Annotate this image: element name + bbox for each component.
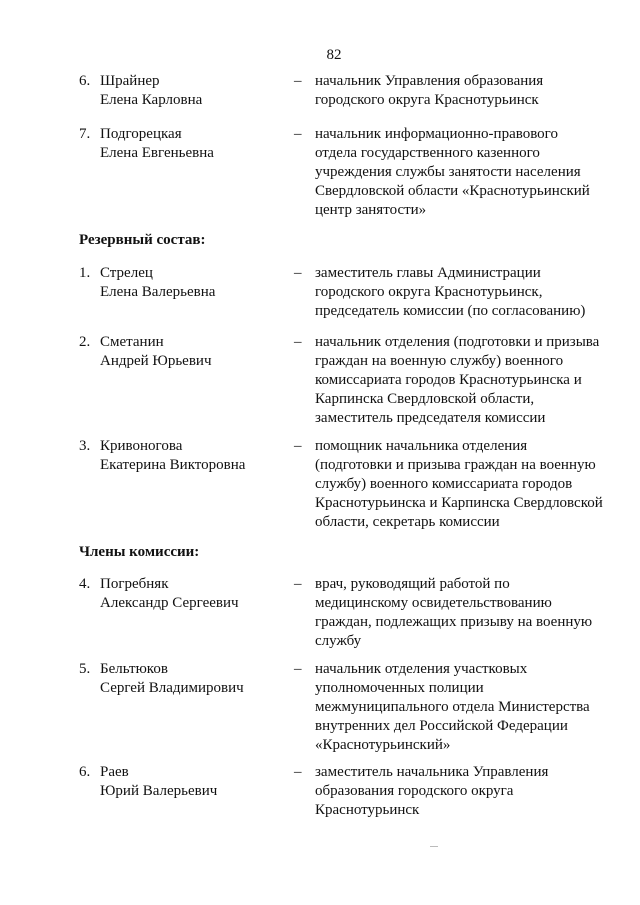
role-line: начальник отделения участковых [315,661,528,677]
role-line: начальник информационно-правового [315,126,558,142]
surname: Раев [100,764,129,780]
role-line: образования городского округа [315,783,514,799]
item-number: 3. [79,438,91,454]
role-line: Краснотурьинска и Карпинска Свердловской [315,495,603,511]
item-number: 7. [79,126,91,142]
person-name [100,125,290,163]
dash: – [294,438,302,454]
person-name [100,72,290,110]
person-role [315,763,615,820]
item-number: 1. [79,265,91,281]
surname: Шрайнер [100,73,160,89]
dash: – [294,126,302,142]
role-line: центр занятости» [315,202,427,218]
given-names: Сергей Владимирович [100,680,244,696]
list-item [79,72,619,112]
given-names: Александр Сергеевич [100,595,239,611]
list-item [79,660,619,755]
item-number: 4. [79,576,91,592]
surname: Подгорецкая [100,126,182,142]
given-names: Елена Валерьевна [100,284,216,300]
role-line: межмуниципального отдела Министерства [315,699,590,715]
given-names: Елена Евгеньевна [100,145,214,161]
person-name [100,333,290,371]
role-line: Карпинска Свердловской области, [315,391,535,407]
person-role [315,264,615,321]
person-role [315,125,615,220]
list-item [79,437,619,532]
role-line: медицинскому освидетельствованию [315,595,552,611]
person-role [315,437,615,532]
person-role [315,72,615,110]
scan-mark [430,846,438,847]
role-line: (подготовки и призыва граждан на военную [315,457,596,473]
person-name [100,437,290,475]
role-line: Свердловской области «Краснотурьинский [315,183,590,199]
list-item [79,763,619,823]
item-number: 6. [79,73,91,89]
item-number: 2. [79,334,91,350]
list-item [79,333,619,428]
role-line: комиссариата городов Краснотурьинска и [315,372,582,388]
role-line: председатель комиссии (по согласованию) [315,303,586,319]
person-name [100,660,290,698]
dash: – [294,576,302,592]
role-line: граждан, подлежащих призыву на военную [315,614,593,630]
role-line: области, секретарь комиссии [315,514,500,530]
surname: Стрелец [100,265,153,281]
given-names: Елена Карловна [100,92,203,108]
page-number: 82 [326,47,342,63]
role-line: отдела государственного казенного [315,145,540,161]
person-name [100,575,290,613]
role-line: службу) военного комиссариата городов [315,476,573,492]
role-line: городского округа Краснотурьинск, [315,284,543,300]
section-heading-reserve: Резервный состав: [79,232,206,248]
person-role [315,660,615,755]
role-line: службу [315,633,362,649]
surname: Бельтюков [100,661,168,677]
role-line: помощник начальника отделения [315,438,528,454]
given-names: Андрей Юрьевич [100,353,212,369]
role-line: заместитель главы Администрации [315,265,541,281]
given-names: Екатерина Викторовна [100,457,246,473]
role-line: врач, руководящий работой по [315,576,510,592]
person-role [315,575,615,651]
dash: – [294,265,302,281]
surname: Погребняк [100,576,169,592]
list-item [79,264,619,324]
list-item [79,125,619,220]
list-item [79,575,619,653]
role-line: учреждения службы занятости населения [315,164,581,180]
section-heading-members: Члены комиссии: [79,544,200,560]
surname: Кривоногова [100,438,183,454]
role-line: начальник Управления образования [315,73,544,89]
role-line: заместитель председателя комиссии [315,410,546,426]
person-role [315,333,615,428]
dash: – [294,764,302,780]
dash: – [294,661,302,677]
role-line: граждан на военную службу) военного [315,353,564,369]
role-line: внутренних дел Российской Федерации [315,718,568,734]
given-names: Юрий Валерьевич [100,783,218,799]
person-name [100,264,290,302]
item-number: 6. [79,764,91,780]
dash: – [294,73,302,89]
role-line: заместитель начальника Управления [315,764,549,780]
dash: – [294,334,302,350]
role-line: уполномоченных полиции [315,680,484,696]
role-line: «Краснотурьинский» [315,737,451,753]
role-line: Краснотурьинск [315,802,420,818]
person-name [100,763,290,801]
item-number: 5. [79,661,91,677]
role-line: начальник отделения (подготовки и призыва [315,334,600,350]
surname: Сметанин [100,334,164,350]
role-line: городского округа Краснотурьинск [315,92,539,108]
